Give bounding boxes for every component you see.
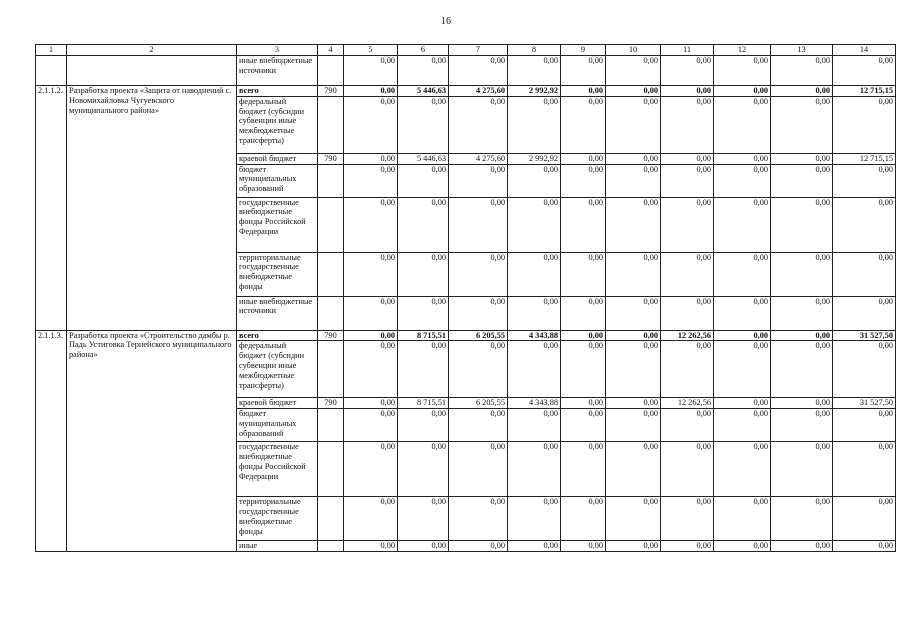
budget-table	[35, 44, 896, 552]
value-cell: 0,00	[344, 197, 398, 252]
value-cell: 12 262,56	[661, 330, 714, 341]
value-cell: 0,00	[714, 497, 771, 541]
value-cell: 0,00	[344, 296, 398, 330]
value-cell: 0,00	[561, 197, 606, 252]
value-cell: 0,00	[771, 341, 833, 398]
value-cell: 0,00	[398, 541, 449, 552]
value-cell: 0,00	[606, 252, 661, 296]
item-number: 2.1.1.2.	[36, 86, 67, 331]
value-cell: 0,00	[344, 330, 398, 341]
budget-code	[318, 252, 344, 296]
value-cell: 0,00	[661, 341, 714, 398]
item-number: 2.1.1.3.	[36, 330, 67, 551]
value-cell: 0,00	[344, 96, 398, 153]
funding-source: всего	[237, 86, 318, 97]
value-cell: 0,00	[398, 252, 449, 296]
value-cell: 0,00	[398, 56, 449, 86]
budget-code: 790	[318, 330, 344, 341]
value-cell: 0,00	[661, 296, 714, 330]
column-header-4: 4	[318, 45, 344, 56]
value-cell: 5 446,63	[398, 153, 449, 164]
page-number: 16	[441, 16, 451, 27]
column-header-13: 13	[771, 45, 833, 56]
item-name: Разработка проекта «Строительство дамбы р. Падь Устиговка Тернейского муниципального района»	[67, 330, 237, 551]
value-cell: 0,00	[661, 153, 714, 164]
value-cell: 0,00	[771, 197, 833, 252]
value-cell: 0,00	[561, 442, 606, 497]
value-cell: 0,00	[714, 96, 771, 153]
value-cell: 0,00	[714, 409, 771, 442]
value-cell: 0,00	[661, 56, 714, 86]
value-cell: 0,00	[661, 252, 714, 296]
value-cell: 0,00	[771, 330, 833, 341]
value-cell: 0,00	[561, 153, 606, 164]
column-header-5: 5	[344, 45, 398, 56]
value-cell: 0,00	[344, 341, 398, 398]
value-cell: 0,00	[606, 197, 661, 252]
value-cell: 0,00	[449, 341, 508, 398]
value-cell: 0,00	[714, 541, 771, 552]
value-cell: 12 715,15	[833, 86, 896, 97]
value-cell: 0,00	[449, 296, 508, 330]
funding-source: бюджет муниципальных образований	[237, 409, 318, 442]
value-cell: 0,00	[661, 164, 714, 197]
value-cell: 0,00	[508, 252, 561, 296]
value-cell: 0,00	[606, 341, 661, 398]
value-cell: 0,00	[771, 153, 833, 164]
value-cell: 0,00	[344, 398, 398, 409]
value-cell: 0,00	[771, 409, 833, 442]
funding-source: иные внебюджетные источники	[237, 56, 318, 86]
budget-code	[318, 197, 344, 252]
funding-source: бюджет муниципальных образований	[237, 164, 318, 197]
value-cell: 8 715,51	[398, 398, 449, 409]
value-cell: 0,00	[833, 96, 896, 153]
value-cell: 2 992,92	[508, 86, 561, 97]
value-cell: 0,00	[398, 164, 449, 197]
value-cell: 8 715,51	[398, 330, 449, 341]
column-header-1: 1	[36, 45, 67, 56]
value-cell: 0,00	[661, 409, 714, 442]
funding-source: всего	[237, 330, 318, 341]
value-cell: 0,00	[833, 497, 896, 541]
value-cell: 0,00	[561, 96, 606, 153]
budget-code	[318, 296, 344, 330]
value-cell: 0,00	[661, 197, 714, 252]
value-cell: 4 275,60	[449, 153, 508, 164]
value-cell: 0,00	[606, 86, 661, 97]
value-cell: 0,00	[661, 442, 714, 497]
budget-code	[318, 497, 344, 541]
value-cell: 0,00	[561, 341, 606, 398]
value-cell: 0,00	[714, 341, 771, 398]
value-cell: 0,00	[606, 296, 661, 330]
value-cell: 0,00	[449, 541, 508, 552]
value-cell: 0,00	[508, 341, 561, 398]
value-cell: 0,00	[344, 164, 398, 197]
value-cell: 0,00	[714, 197, 771, 252]
value-cell: 0,00	[833, 56, 896, 86]
value-cell: 0,00	[508, 96, 561, 153]
value-cell: 0,00	[771, 398, 833, 409]
value-cell: 0,00	[398, 197, 449, 252]
value-cell: 0,00	[449, 56, 508, 86]
value-cell: 0,00	[398, 296, 449, 330]
value-cell: 0,00	[344, 541, 398, 552]
value-cell: 0,00	[344, 252, 398, 296]
item-name	[67, 56, 237, 86]
budget-code: 790	[318, 398, 344, 409]
column-header-7: 7	[449, 45, 508, 56]
value-cell: 0,00	[833, 197, 896, 252]
value-cell: 0,00	[771, 252, 833, 296]
value-cell: 0,00	[449, 442, 508, 497]
value-cell: 0,00	[561, 497, 606, 541]
value-cell: 0,00	[771, 296, 833, 330]
budget-code: 790	[318, 153, 344, 164]
funding-source: краевой бюджет	[237, 153, 318, 164]
column-header-14: 14	[833, 45, 896, 56]
value-cell: 0,00	[561, 296, 606, 330]
value-cell: 0,00	[606, 497, 661, 541]
value-cell: 0,00	[398, 409, 449, 442]
budget-code	[318, 56, 344, 86]
budget-code: 790	[318, 86, 344, 97]
value-cell: 12 715,15	[833, 153, 896, 164]
value-cell: 0,00	[833, 341, 896, 398]
value-cell: 0,00	[771, 86, 833, 97]
value-cell: 0,00	[606, 409, 661, 442]
value-cell: 0,00	[561, 56, 606, 86]
value-cell: 0,00	[508, 56, 561, 86]
budget-code	[318, 164, 344, 197]
budget-code	[318, 442, 344, 497]
value-cell: 31 527,50	[833, 330, 896, 341]
value-cell: 0,00	[606, 442, 661, 497]
value-cell: 0,00	[606, 330, 661, 341]
value-cell: 0,00	[833, 296, 896, 330]
value-cell: 0,00	[771, 164, 833, 197]
value-cell: 0,00	[508, 497, 561, 541]
value-cell: 0,00	[561, 86, 606, 97]
value-cell: 0,00	[661, 96, 714, 153]
value-cell: 0,00	[661, 497, 714, 541]
value-cell: 0,00	[606, 153, 661, 164]
value-cell: 0,00	[398, 442, 449, 497]
funding-source: краевой бюджет	[237, 398, 318, 409]
value-cell: 0,00	[449, 197, 508, 252]
funding-source: государственные внебюджетные фонды Российской Федерации	[237, 442, 318, 497]
value-cell: 0,00	[508, 164, 561, 197]
value-cell: 0,00	[398, 96, 449, 153]
value-cell: 31 527,50	[833, 398, 896, 409]
value-cell: 0,00	[606, 541, 661, 552]
value-cell: 0,00	[714, 153, 771, 164]
value-cell: 0,00	[714, 56, 771, 86]
value-cell: 0,00	[508, 541, 561, 552]
funding-source: территориальные государственные внебюджетные фонды	[237, 252, 318, 296]
value-cell: 0,00	[714, 442, 771, 497]
value-cell: 4 275,60	[449, 86, 508, 97]
value-cell: 0,00	[508, 409, 561, 442]
budget-code	[318, 341, 344, 398]
value-cell: 0,00	[714, 164, 771, 197]
funding-source: федеральный бюджет (субсидии субвенции иные межбюджетные трансферты)	[237, 96, 318, 153]
value-cell: 0,00	[449, 409, 508, 442]
funding-source: иные внебюджетные источники	[237, 296, 318, 330]
budget-code	[318, 409, 344, 442]
value-cell: 0,00	[508, 197, 561, 252]
value-cell: 0,00	[714, 330, 771, 341]
column-header-12: 12	[714, 45, 771, 56]
value-cell: 0,00	[344, 497, 398, 541]
value-cell: 0,00	[508, 296, 561, 330]
column-header-11: 11	[661, 45, 714, 56]
funding-source: территориальные государственные внебюджетные фонды	[237, 497, 318, 541]
value-cell: 0,00	[561, 252, 606, 296]
table-row	[36, 86, 896, 97]
value-cell: 0,00	[508, 442, 561, 497]
value-cell: 0,00	[714, 252, 771, 296]
budget-code	[318, 96, 344, 153]
value-cell: 0,00	[771, 442, 833, 497]
column-header-6: 6	[398, 45, 449, 56]
funding-source: федеральный бюджет (субсидии субвенции иные межбюджетные трансферты)	[237, 341, 318, 398]
value-cell: 5 446,63	[398, 86, 449, 97]
value-cell: 0,00	[561, 409, 606, 442]
value-cell: 0,00	[606, 398, 661, 409]
value-cell: 0,00	[449, 252, 508, 296]
value-cell: 0,00	[714, 296, 771, 330]
funding-source: иные	[237, 541, 318, 552]
value-cell: 0,00	[771, 96, 833, 153]
value-cell: 0,00	[771, 541, 833, 552]
column-header-10: 10	[606, 45, 661, 56]
value-cell: 4 343,88	[508, 330, 561, 341]
value-cell: 0,00	[449, 497, 508, 541]
value-cell: 0,00	[344, 409, 398, 442]
value-cell: 0,00	[344, 153, 398, 164]
value-cell: 0,00	[833, 252, 896, 296]
value-cell: 0,00	[661, 86, 714, 97]
column-header-8: 8	[508, 45, 561, 56]
value-cell: 0,00	[606, 96, 661, 153]
value-cell: 12 262,56	[661, 398, 714, 409]
column-header-3: 3	[237, 45, 318, 56]
value-cell: 0,00	[714, 86, 771, 97]
column-header-9: 9	[561, 45, 606, 56]
value-cell: 0,00	[398, 341, 449, 398]
value-cell: 0,00	[833, 409, 896, 442]
item-number	[36, 56, 67, 86]
value-cell: 0,00	[771, 497, 833, 541]
value-cell: 0,00	[606, 56, 661, 86]
value-cell: 2 992,92	[508, 153, 561, 164]
value-cell: 0,00	[714, 398, 771, 409]
value-cell: 0,00	[449, 96, 508, 153]
value-cell: 0,00	[561, 330, 606, 341]
item-name: Разработка проекта «Защита от наводнений с. Новомихайловка Чугуевского муниципального района»	[67, 86, 237, 331]
column-header-2: 2	[67, 45, 237, 56]
value-cell: 0,00	[344, 56, 398, 86]
value-cell: 0,00	[398, 497, 449, 541]
value-cell: 0,00	[561, 398, 606, 409]
value-cell: 6 205,55	[449, 398, 508, 409]
value-cell: 0,00	[344, 442, 398, 497]
budget-code	[318, 541, 344, 552]
value-cell: 0,00	[833, 442, 896, 497]
value-cell: 0,00	[833, 541, 896, 552]
funding-source: государственные внебюджетные фонды Российской Федерации	[237, 197, 318, 252]
value-cell: 0,00	[449, 164, 508, 197]
value-cell: 0,00	[661, 541, 714, 552]
column-header-row	[36, 45, 896, 56]
table-row	[36, 330, 896, 341]
value-cell: 4 343,88	[508, 398, 561, 409]
table-row	[36, 56, 896, 86]
value-cell: 0,00	[833, 164, 896, 197]
value-cell: 0,00	[344, 86, 398, 97]
value-cell: 0,00	[771, 56, 833, 86]
table-body	[36, 45, 896, 552]
value-cell: 0,00	[561, 164, 606, 197]
value-cell: 6 205,55	[449, 330, 508, 341]
value-cell: 0,00	[606, 164, 661, 197]
value-cell: 0,00	[561, 541, 606, 552]
